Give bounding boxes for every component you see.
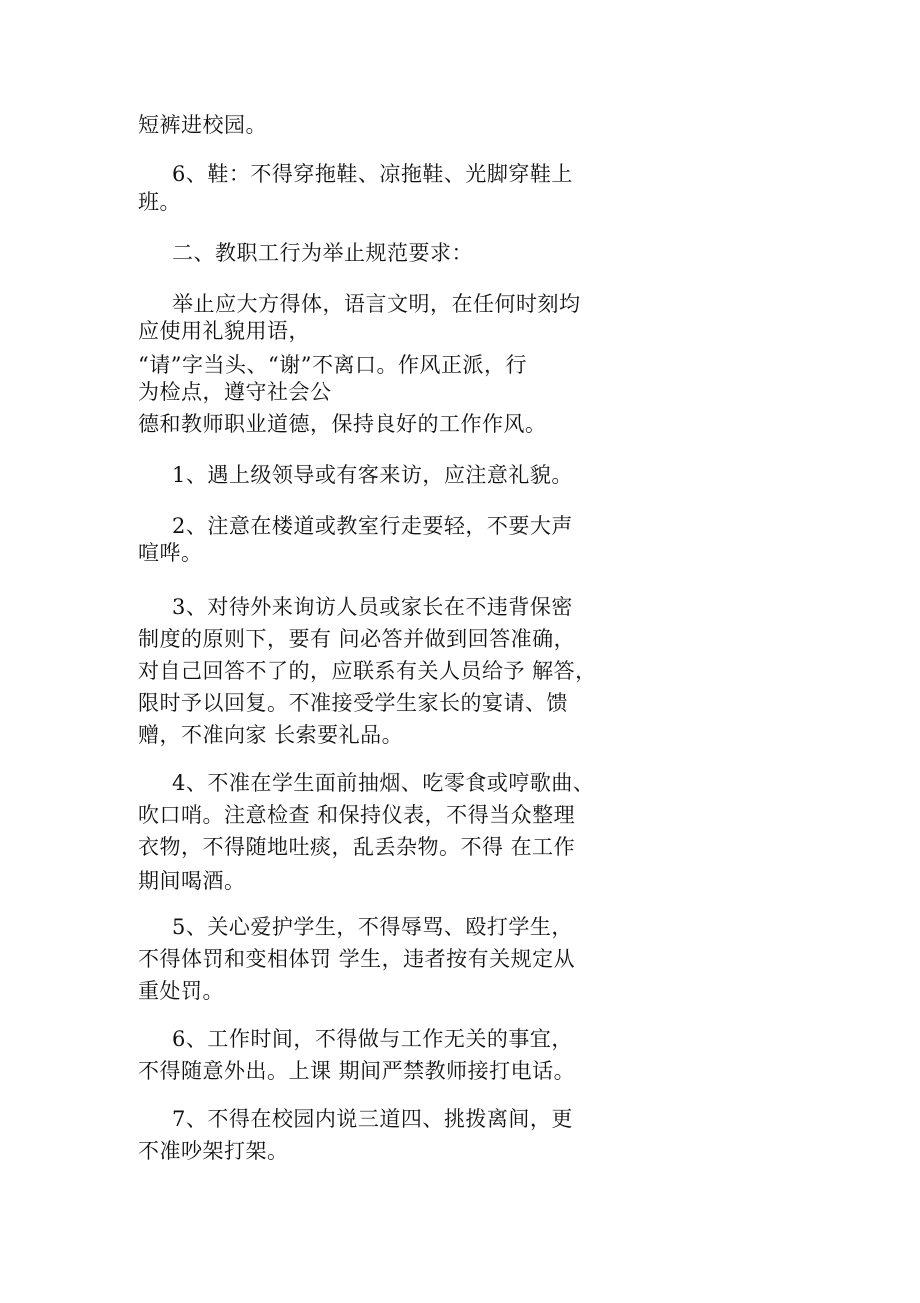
text-line: 衣物，不得随地吐痰，乱丢杂物。不得 在工作	[138, 835, 576, 859]
text-line: 5、关心爱护学生，不得辱骂、殴打学生，	[172, 915, 573, 939]
text-line: 2、注意在楼道或教室行走要轻，不要大声	[172, 514, 573, 538]
text-line: 短裤进校园。	[138, 113, 267, 137]
text-line: 限时予以回复。不准接受学生家长的宴请、馈	[138, 691, 568, 715]
text-line: 赠，不准向家 长索要礼品。	[138, 723, 404, 747]
text-line: 不得随意外出。上课 期间严禁教师接打电话。	[138, 1059, 576, 1083]
text-line: 7、不得在校园内说三道四、挑拨离间，更	[172, 1107, 573, 1131]
text-line: 为检点，遵守社会公	[138, 380, 332, 404]
text-line: 喧哗。	[138, 541, 203, 565]
text-line: 应使用礼貌用语，	[138, 319, 310, 343]
text-line: 吹口哨。注意检查 和保持仪表，不得当众整理	[138, 803, 576, 827]
section-heading: 二、教职工行为举止规范要求：	[172, 241, 473, 265]
text-line: 不准吵架打架。	[138, 1139, 289, 1163]
text-line: 4、不准在学生面前抽烟、吃零食或哼歌曲、	[172, 771, 595, 795]
text-line: 3、对待外来询访人员或家长在不违背保密	[172, 595, 573, 619]
text-line: 班。	[138, 190, 181, 214]
text-line: 重处罚。	[138, 979, 224, 1003]
text-line: “请”字当头、“谢”不离口。作风正派，行	[138, 353, 527, 377]
text-line: 制度的原则下，要有 问必答并做到回答准确，	[138, 627, 576, 651]
text-line: 1、遇上级领导或有客来访，应注意礼貌。	[172, 463, 573, 487]
text-line: 德和教师职业道德，保持良好的工作作风。	[138, 412, 547, 436]
text-line: 对自己回答不了的，应联系有关人员给予 解答，	[138, 659, 597, 683]
text-line: 6、工作时间，不得做与工作无关的事宜，	[172, 1027, 573, 1051]
text-line: 不得体罚和变相体罚 学生，违者按有关规定从	[138, 947, 576, 971]
text-line: 期间喝酒。	[138, 869, 246, 893]
text-line: 举止应大方得体，语言文明，在任何时刻均	[172, 292, 581, 316]
text-line: 6、鞋：不得穿拖鞋、凉拖鞋、光脚穿鞋上	[172, 162, 573, 186]
